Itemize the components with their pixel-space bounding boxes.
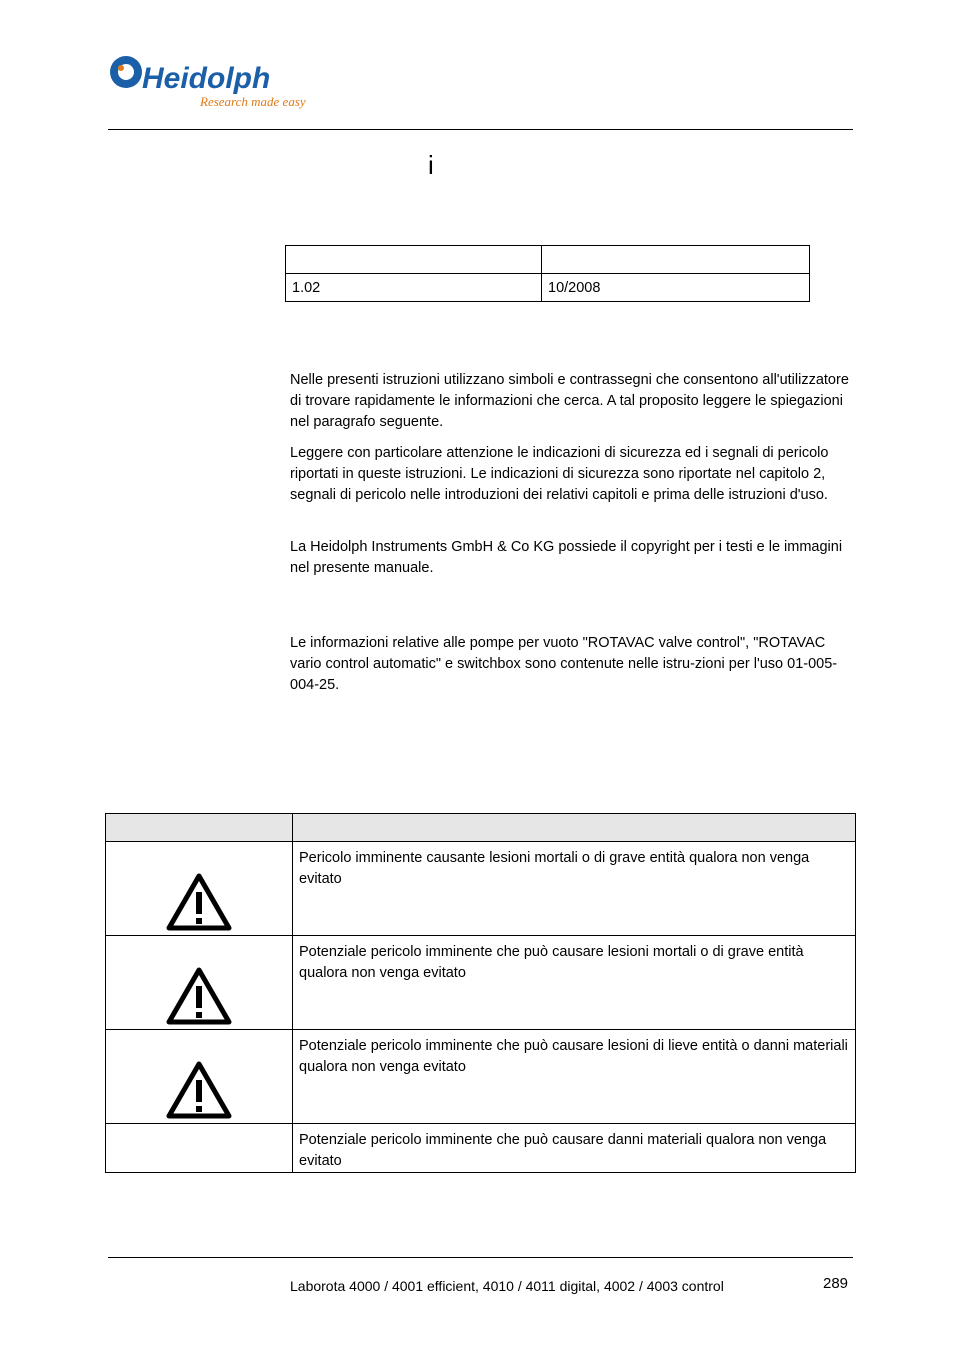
- paragraph-copyright: La Heidolph Instruments GmbH & Co KG possiede il copyright per i testi e le immagini nel presente manuale.: [290, 539, 843, 576]
- page-number: 289: [823, 1275, 849, 1292]
- header-divider: [108, 129, 853, 130]
- symbol-description: Pericolo imminente causante lesioni mortali o di grave entità qualora non venga evitato: [293, 842, 856, 936]
- heidolph-logo: [108, 50, 328, 114]
- footer-divider: [108, 1257, 853, 1258]
- symbols-header-cell: [106, 814, 293, 842]
- paragraph-vacuum-pumps: Le informazioni relative alle pompe per vuoto "ROTAVAC valve control", "ROTAVAC vario control automatic" e switchbox sono contenute nelle istru-zioni per l'uso 01-005-004-25.: [290, 635, 838, 693]
- symbol-cell: [106, 1030, 293, 1124]
- table-row: [106, 842, 856, 936]
- logo-tagline: Research made easy: [200, 94, 306, 109]
- symbols-table: [105, 813, 856, 1173]
- revision-table-header: [286, 246, 810, 274]
- symbols-table-header: [106, 814, 856, 842]
- paragraph-safety: Leggere con particolare attenzione le indicazioni di sicurezza ed i segnali di pericolo riportati in queste istruzioni. Le indicazioni di sicurezza sono riportate nel capitolo 2, segnali di pericolo nelle introduzioni dei relativi capitoli e prima delle istruzioni d'uso.: [290, 445, 829, 503]
- symbol-description: Potenziale pericolo imminente che può causare lesioni mortali o di grave entità qualora non venga evitato: [293, 936, 856, 1030]
- symbols-header-cell: [293, 814, 856, 842]
- symbol-cell: [106, 842, 293, 936]
- warning-triangle-icon: [165, 966, 233, 1026]
- table-row: [106, 1030, 856, 1124]
- paragraph-intro: Nelle presenti istruzioni utilizzano simboli e contrassegni che consentono all'utilizzatore di trovare rapidamente le informazioni che cerca. A tal proposito leggere le spiegazioni nel paragrafo seguente.: [290, 372, 849, 430]
- footer-product-name: Laborota 4000 / 4001 efficient, 4010 / 4011 digital, 4002 / 4003 control: [290, 1278, 724, 1294]
- warning-triangle-icon: [165, 872, 233, 932]
- revision-table: [285, 245, 810, 302]
- revision-header-cell: [286, 246, 542, 274]
- table-row: [106, 936, 856, 1030]
- symbol-cell: [106, 936, 293, 1030]
- symbol-description: Potenziale pericolo imminente che può causare lesioni di lieve entità o danni materiali qualora non venga evitato: [293, 1030, 856, 1124]
- revision-number: 1.02: [286, 274, 542, 302]
- logo-wordmark: Heidolph: [142, 62, 271, 95]
- symbol-description: Potenziale pericolo imminente che può causare danni materiali qualora non venga evitato: [293, 1124, 856, 1173]
- table-row: [286, 274, 810, 302]
- warning-triangle-icon: [165, 1060, 233, 1120]
- symbol-cell: [106, 1124, 293, 1173]
- revision-header-cell: [542, 246, 810, 274]
- revision-date: 10/2008: [542, 274, 810, 302]
- info-heading-glyph: i: [428, 150, 434, 180]
- table-row: [106, 1124, 856, 1173]
